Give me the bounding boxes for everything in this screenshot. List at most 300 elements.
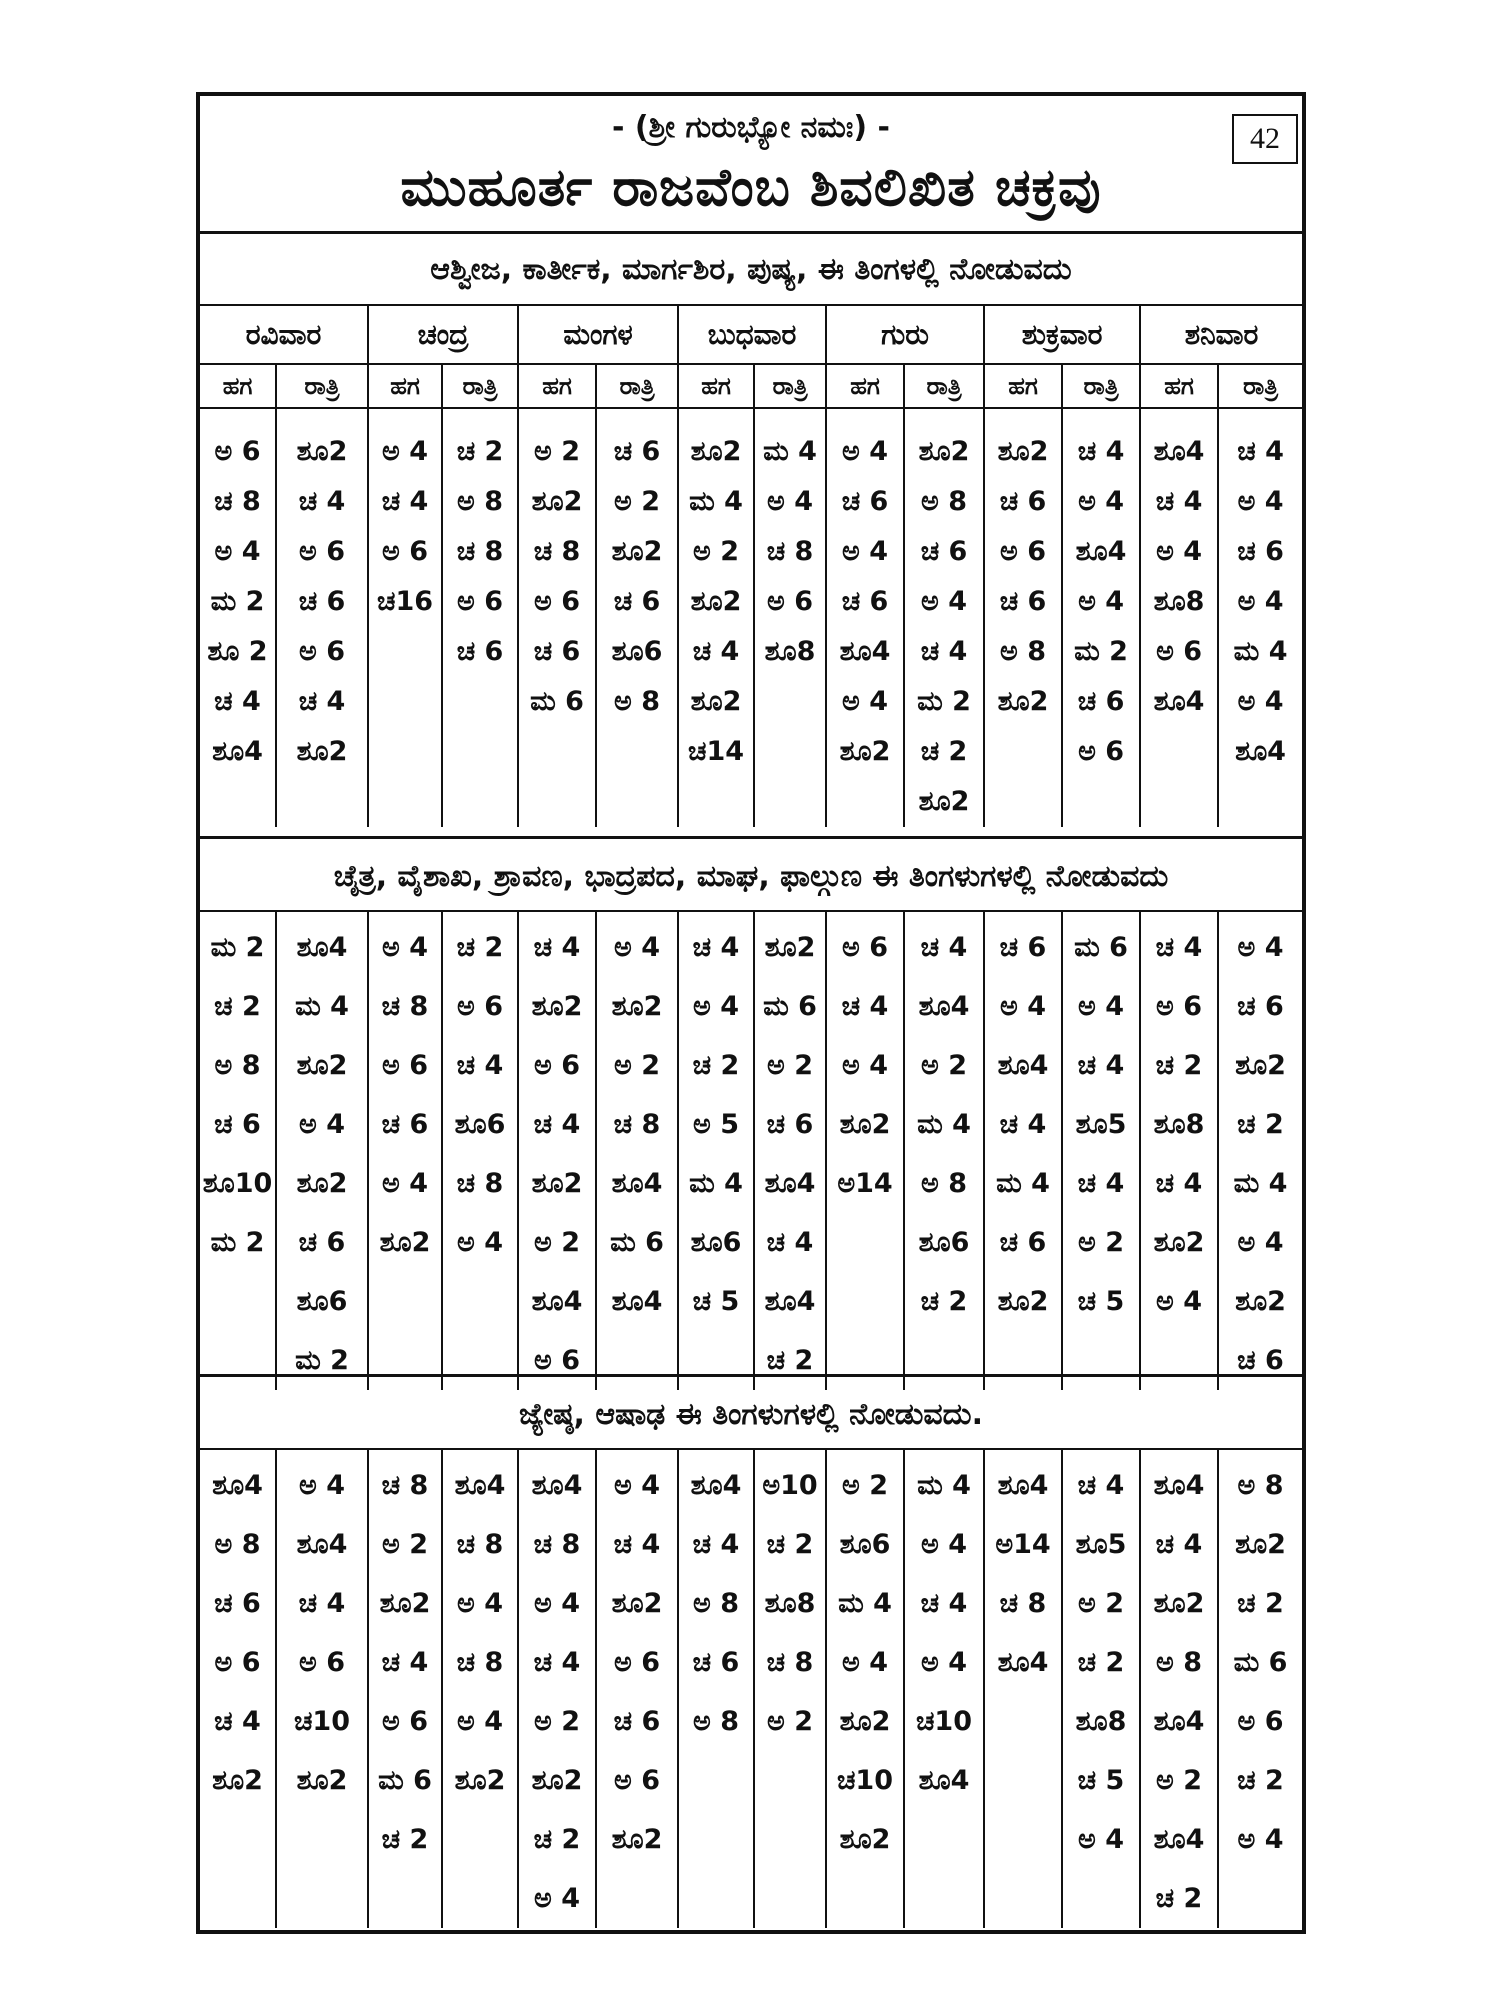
table-cell: ಅ 6 bbox=[382, 536, 428, 567]
table-column bbox=[754, 912, 826, 1390]
table-cell: ಅ 4 bbox=[1237, 1227, 1284, 1258]
table-column bbox=[200, 1450, 276, 1928]
table-column bbox=[678, 912, 754, 1390]
table-cell: ಅ 6 bbox=[534, 586, 581, 617]
table-column bbox=[200, 912, 276, 1390]
table-cell: ಅ 6 bbox=[214, 436, 261, 467]
table-cell: ಶೂ4 bbox=[1153, 686, 1205, 717]
table-cell: ಶೂ2 bbox=[764, 932, 816, 963]
table-cell: ಅ 4 bbox=[1237, 1824, 1284, 1855]
page-header bbox=[200, 96, 1302, 234]
table-cell: ಅ 8 bbox=[614, 686, 661, 717]
section-2 bbox=[200, 836, 1302, 1396]
sub-header: ರಾತ್ರಿ bbox=[1218, 364, 1302, 408]
table-cell: ಅ 6 bbox=[382, 1050, 428, 1081]
section-1-table bbox=[200, 306, 1302, 827]
table-cell: ಚ 8 bbox=[456, 1647, 504, 1678]
table-cell: ಅ 4 bbox=[299, 1109, 345, 1140]
day-header: ಬುಧವಾರ bbox=[678, 306, 826, 364]
table-cell: ಶೂ2 bbox=[997, 1286, 1049, 1317]
table-column bbox=[1062, 408, 1140, 827]
table-cell: ಶೂ4 bbox=[531, 1470, 583, 1501]
table-cell: ಚ 8 bbox=[766, 1647, 814, 1678]
table-column bbox=[984, 408, 1062, 827]
table-cell: ಅ 6 bbox=[1000, 536, 1047, 567]
table-cell: ಚ 4 bbox=[920, 932, 968, 963]
table-column bbox=[904, 408, 984, 827]
table-column bbox=[596, 1450, 678, 1928]
table-cell: ಮ 2 bbox=[210, 932, 265, 963]
table-cell: ಚ 6 bbox=[298, 1227, 346, 1258]
table-cell: ಶೂ4 bbox=[690, 1470, 742, 1501]
table-cell: ಶೂ4 bbox=[997, 1470, 1049, 1501]
table-cell: ಅ 6 bbox=[1237, 1706, 1284, 1737]
sub-header: ರಾತ್ರಿ bbox=[754, 364, 826, 408]
table-cell: ಶೂ6 bbox=[454, 1109, 506, 1140]
table-cell: ಅ 8 bbox=[693, 1706, 739, 1737]
table-cell: ಶೂ2 bbox=[212, 1765, 263, 1796]
table-cell: ಚ 2 bbox=[381, 1824, 429, 1855]
table-cell: ಅ 4 bbox=[767, 486, 814, 517]
sub-header: ಹಗ bbox=[368, 364, 442, 408]
table-cell: ಶೂ4 bbox=[764, 1168, 816, 1199]
table-cell: ಮ 6 bbox=[1074, 932, 1128, 963]
table-cell: ಚ 5 bbox=[692, 1286, 740, 1317]
table-cell: ಅ 4 bbox=[1237, 486, 1284, 517]
table-column bbox=[518, 408, 596, 827]
sub-header: ಹಗ bbox=[984, 364, 1062, 408]
table-cell: ಅ 4 bbox=[457, 1588, 503, 1619]
table-cell: ಅ 4 bbox=[1078, 991, 1124, 1022]
table-cell: ಶೂ2 bbox=[611, 536, 663, 567]
table-column bbox=[442, 1450, 518, 1928]
table-cell: ಅ 4 bbox=[1078, 486, 1125, 517]
table-cell: ಅ 2 bbox=[382, 1529, 428, 1560]
day-header: ಮಂಗಳ bbox=[518, 306, 678, 364]
table-cell: ಚ 4 bbox=[381, 1647, 429, 1678]
table-cell: ಶೂ2 bbox=[531, 486, 583, 517]
table-cell: ಚ 6 bbox=[1237, 1345, 1284, 1376]
table-cell: ಚ 4 bbox=[1237, 436, 1284, 467]
table-cell: ಶೂ4 bbox=[531, 1286, 583, 1317]
table-cell: ಶೂ8 bbox=[1075, 1706, 1127, 1737]
table-cell: ಚ14 bbox=[688, 736, 745, 767]
table-cell: ಶೂ4 bbox=[839, 636, 891, 667]
table-cell: ಅ 2 bbox=[1078, 1227, 1124, 1258]
table-cell: ಚ 4 bbox=[766, 1227, 814, 1258]
table-cell: ಅ 2 bbox=[767, 1706, 813, 1737]
table-cell: ಮ 2 bbox=[295, 1345, 349, 1376]
table-column bbox=[984, 912, 1062, 1390]
table-cell: ಅ 4 bbox=[693, 991, 739, 1022]
table-cell: ಅ 6 bbox=[299, 1647, 345, 1678]
table-cell: ಶೂ6 bbox=[839, 1529, 891, 1560]
table-cell: ಚ 2 bbox=[920, 1286, 968, 1317]
table-cell: ಚ 8 bbox=[456, 1168, 504, 1199]
table-cell: ಚ 8 bbox=[533, 1529, 581, 1560]
table-cell: ಶೂ2 bbox=[296, 1168, 348, 1199]
table-cell: ಚ 4 bbox=[999, 1109, 1047, 1140]
table-cell: ಚ 5 bbox=[1077, 1765, 1125, 1796]
table-cell: ಅ 4 bbox=[534, 1883, 580, 1914]
table-column bbox=[1062, 912, 1140, 1390]
table-cell: ಶೂ4 bbox=[1153, 1824, 1205, 1855]
table-cell: ಅ 8 bbox=[214, 1529, 261, 1560]
table-cell: ಅ 4 bbox=[614, 1470, 660, 1501]
table-column bbox=[1218, 408, 1302, 827]
table-cell: ಶೂ2 bbox=[611, 1588, 663, 1619]
table-cell: ಮ 6 bbox=[763, 991, 817, 1022]
table-cell: ಅ 2 bbox=[534, 1706, 580, 1737]
table-cell: ಚ 6 bbox=[999, 486, 1047, 517]
table-cell: ಚ 6 bbox=[841, 586, 889, 617]
table-cell: ಶೂ4 bbox=[212, 1470, 263, 1501]
table-cell: ಚ 2 bbox=[1237, 1109, 1284, 1140]
table-cell: ಶೂ8 bbox=[1153, 1109, 1205, 1140]
table-cell: ಚ 2 bbox=[456, 932, 504, 963]
table-cell: ಚ 8 bbox=[381, 1470, 429, 1501]
table-cell: ಅ 6 bbox=[457, 586, 504, 617]
table-cell: ಶೂ6 bbox=[611, 636, 663, 667]
table-column bbox=[826, 408, 904, 827]
table-cell: ಶೂ4 bbox=[611, 1168, 663, 1199]
table-cell: ಅ 4 bbox=[1237, 932, 1284, 963]
table-cell: ಮ 2 bbox=[917, 686, 971, 717]
table-cell: ಶೂ6 bbox=[918, 1227, 970, 1258]
table-cell: ಅ 4 bbox=[614, 932, 660, 963]
table-cell: ಮ 4 bbox=[763, 436, 817, 467]
table-cell: ಅ 4 bbox=[842, 1647, 888, 1678]
table-cell: ಅ 4 bbox=[1237, 586, 1284, 617]
table-column bbox=[276, 1450, 368, 1928]
table-cell: ಚ 6 bbox=[999, 1227, 1047, 1258]
table-column bbox=[1140, 1450, 1218, 1928]
table-cell: ಶೂ4 bbox=[764, 1286, 816, 1317]
table-column bbox=[1218, 912, 1302, 1390]
table-cell: ಅ 4 bbox=[534, 1588, 580, 1619]
table-cell: ಚ 8 bbox=[456, 536, 504, 567]
table-cell: ಶೂ4 bbox=[997, 1647, 1049, 1678]
table-cell: ಅ 4 bbox=[214, 536, 261, 567]
table-cell: ಚ 6 bbox=[1077, 686, 1125, 717]
table-cell: ಚ 4 bbox=[381, 486, 429, 517]
table-cell: ಶೂ2 bbox=[296, 1050, 348, 1081]
table-column bbox=[368, 408, 442, 827]
table-cell: ಚ 6 bbox=[298, 586, 346, 617]
table-column bbox=[442, 408, 518, 827]
table-cell: ಚ 4 bbox=[533, 1109, 581, 1140]
table-cell: ಅ 8 bbox=[693, 1588, 739, 1619]
table-cell: ಅ 6 bbox=[842, 932, 888, 963]
table-cell: ಚ 4 bbox=[1155, 932, 1203, 963]
table-cell: ಅ14 bbox=[995, 1529, 1051, 1560]
table-cell: ಅ 2 bbox=[1078, 1588, 1124, 1619]
day-header: ಗುರು bbox=[826, 306, 984, 364]
table-cell: ಅ 2 bbox=[614, 1050, 660, 1081]
day-header: ಚಂದ್ರ bbox=[368, 306, 518, 364]
table-cell: ಅ 6 bbox=[1156, 636, 1203, 667]
page-number: 42 bbox=[1232, 114, 1298, 164]
sub-header: ರಾತ್ರಿ bbox=[1062, 364, 1140, 408]
table-cell: ಚ 4 bbox=[214, 1706, 261, 1737]
table-cell: ಅ 2 bbox=[842, 1470, 888, 1501]
table-cell: ಶೂ2 bbox=[296, 1765, 348, 1796]
table-cell: ಚ 2 bbox=[766, 1345, 814, 1376]
table-cell: ಶೂ4 bbox=[918, 1765, 970, 1796]
table-cell: ಶೂ4 bbox=[1153, 436, 1205, 467]
page-title: ಮುಹೂರ್ತ ರಾಜವೆಂಬ ಶಿವಲಿಖಿತ ಚಕ್ರವು bbox=[400, 158, 1102, 218]
table-column bbox=[754, 1450, 826, 1928]
table-column bbox=[276, 408, 368, 827]
table-cell: ಅ 4 bbox=[921, 1529, 967, 1560]
day-header: ರವಿವಾರ bbox=[200, 306, 368, 364]
sub-header: ರಾತ್ರಿ bbox=[276, 364, 368, 408]
table-cell: ಶೂ4 bbox=[1153, 1470, 1205, 1501]
table-cell: ಶೂ2 bbox=[690, 686, 742, 717]
table-cell: ಚ 4 bbox=[298, 1588, 346, 1619]
table-cell: ಅ 8 bbox=[921, 486, 968, 517]
table-cell: ಮ 6 bbox=[610, 1227, 664, 1258]
table-cell: ಅ 6 bbox=[534, 1050, 580, 1081]
table-cell: ಅ 2 bbox=[693, 536, 740, 567]
table-column bbox=[518, 1450, 596, 1928]
table-cell: ಚ 6 bbox=[214, 1588, 261, 1619]
table-cell: ಶೂ10 bbox=[202, 1168, 273, 1199]
table-cell: ಶೂ4 bbox=[212, 736, 263, 767]
table-cell: ಮ 4 bbox=[917, 1470, 971, 1501]
table-cell: ಅ 4 bbox=[382, 1168, 428, 1199]
table-cell: ಅ 2 bbox=[534, 1227, 580, 1258]
table-cell: ಮ 2 bbox=[210, 1227, 265, 1258]
table-cell: ಅ 6 bbox=[382, 1706, 428, 1737]
table-cell: ಚ 5 bbox=[1077, 1286, 1125, 1317]
table-cell: ಶೂ2 bbox=[1153, 1227, 1205, 1258]
table-cell: ಅ 2 bbox=[767, 1050, 813, 1081]
table-cell: ಚ 6 bbox=[613, 586, 661, 617]
table-cell: ಅ 4 bbox=[299, 1470, 345, 1501]
table-column bbox=[904, 912, 984, 1390]
table-cell: ಶೂ2 bbox=[379, 1588, 431, 1619]
page-frame bbox=[196, 92, 1306, 1934]
table-column bbox=[596, 912, 678, 1390]
table-cell: ಚ 4 bbox=[692, 1529, 740, 1560]
table-cell: ಚ 6 bbox=[841, 486, 889, 517]
table-cell: ಶೂ5 bbox=[1075, 1529, 1127, 1560]
table-cell: ಚ 6 bbox=[214, 1109, 261, 1140]
table-cell: ಚ 4 bbox=[1155, 1168, 1203, 1199]
sub-header: ರಾತ್ರಿ bbox=[596, 364, 678, 408]
table-cell: ಅ 4 bbox=[1156, 536, 1203, 567]
table-cell: ಶೂ2 bbox=[296, 736, 348, 767]
table-cell: ಅ 6 bbox=[299, 636, 345, 667]
section-1 bbox=[200, 234, 1302, 834]
table-cell: ಶೂ4 bbox=[918, 991, 970, 1022]
sub-header: ರಾತ್ರಿ bbox=[442, 364, 518, 408]
table-cell: ಚ 4 bbox=[456, 1050, 504, 1081]
table-cell: ಚ 4 bbox=[1155, 1529, 1203, 1560]
section-1-title: ಆಶ್ವೀಜ, ಕಾರ್ತೀಕ, ಮಾರ್ಗಶಿರ, ಪುಷ್ಯ, ಈ ತಿಂಗಳಲ್ಲಿ ನೋಡುವದು bbox=[200, 234, 1302, 306]
table-cell: ಅ 8 bbox=[921, 1168, 967, 1199]
table-cell: ಚ10 bbox=[915, 1706, 972, 1737]
table-cell: ಅ 8 bbox=[214, 1050, 261, 1081]
table-cell: ಅ 6 bbox=[614, 1647, 660, 1678]
table-cell: ಅ 6 bbox=[214, 1647, 261, 1678]
table-cell: ಮ 4 bbox=[689, 486, 743, 517]
table-cell: ಚ 2 bbox=[533, 1824, 581, 1855]
table-cell: ಚ 6 bbox=[381, 1109, 429, 1140]
table-cell: ಚ 6 bbox=[613, 1706, 661, 1737]
table-cell: ಶೂ2 bbox=[1235, 1286, 1286, 1317]
table-cell: ಅ 8 bbox=[457, 486, 504, 517]
table-cell: ಅ10 bbox=[762, 1470, 818, 1501]
sub-header: ಹಗ bbox=[200, 364, 276, 408]
table-cell: ಅ14 bbox=[837, 1168, 893, 1199]
table-cell: ಅ 8 bbox=[1156, 1647, 1202, 1678]
table-cell: ಚ 4 bbox=[613, 1529, 661, 1560]
table-cell: ಚ 4 bbox=[920, 1588, 968, 1619]
table-cell: ಅ 5 bbox=[693, 1109, 739, 1140]
table-cell: ಶೂ2 bbox=[379, 1227, 431, 1258]
table-cell: ಚ 6 bbox=[920, 536, 968, 567]
table-cell: ಶೂ2 bbox=[918, 436, 970, 467]
table-cell: ಶೂ4 bbox=[296, 1529, 348, 1560]
section-2-table bbox=[200, 912, 1302, 1390]
table-cell: ಚ 2 bbox=[1237, 1588, 1284, 1619]
table-cell: ಶೂ2 bbox=[839, 1824, 891, 1855]
table-cell: ಚ 6 bbox=[1237, 991, 1284, 1022]
table-cell: ಅ 4 bbox=[382, 932, 428, 963]
table-cell: ಮ 4 bbox=[1233, 636, 1288, 667]
table-cell: ಶೂ4 bbox=[1153, 1706, 1205, 1737]
table-cell: ಚ 4 bbox=[1077, 436, 1125, 467]
table-cell: ಚ 4 bbox=[1077, 1168, 1125, 1199]
table-cell: ಚ 8 bbox=[766, 536, 814, 567]
section-3-table bbox=[200, 1450, 1302, 1928]
table-cell: ಅ 6 bbox=[299, 536, 345, 567]
table-cell: ಶೂ2 bbox=[918, 786, 970, 817]
table-cell: ಶೂ4 bbox=[296, 932, 348, 963]
table-cell: ಚ 6 bbox=[1237, 536, 1284, 567]
table-cell: ಚ 4 bbox=[298, 686, 346, 717]
table-cell: ಚ 4 bbox=[841, 991, 889, 1022]
table-cell: ಚ 8 bbox=[613, 1109, 661, 1140]
table-cell: ಚ 4 bbox=[920, 636, 968, 667]
table-cell: ಅ 6 bbox=[767, 586, 814, 617]
table-cell: ಶೂ2 bbox=[690, 436, 742, 467]
table-column bbox=[1218, 1450, 1302, 1928]
table-cell: ಅ 2 bbox=[534, 436, 581, 467]
sub-header: ಹಗ bbox=[1140, 364, 1218, 408]
table-cell: ಶೂ2 bbox=[296, 436, 348, 467]
table-cell: ಅ 4 bbox=[457, 1227, 503, 1258]
table-cell: ಶೂ2 bbox=[997, 686, 1049, 717]
table-cell: ಶೂ6 bbox=[690, 1227, 742, 1258]
table-cell: ಶೂ8 bbox=[764, 1588, 816, 1619]
day-header: ಶುಕ್ರವಾರ bbox=[984, 306, 1140, 364]
table-cell: ಚ 8 bbox=[381, 991, 429, 1022]
table-cell: ಅ 2 bbox=[1156, 1765, 1202, 1796]
table-cell: ಮ 4 bbox=[996, 1168, 1050, 1199]
table-cell: ಶೂ8 bbox=[764, 636, 816, 667]
table-cell: ಶೂ2 bbox=[611, 1824, 663, 1855]
table-cell: ಶೂ6 bbox=[296, 1286, 348, 1317]
table-cell: ಚ 2 bbox=[766, 1529, 814, 1560]
invocation-line: - (ಶ್ರೀ ಗುರುಭ್ಯೋ ನಮಃ) - bbox=[612, 110, 890, 145]
table-column bbox=[826, 912, 904, 1390]
table-cell: ಅ 4 bbox=[1237, 686, 1284, 717]
table-cell: ಶೂ2 bbox=[531, 991, 583, 1022]
table-cell: ಚ 4 bbox=[214, 686, 261, 717]
table-cell: ಅ 4 bbox=[1000, 991, 1046, 1022]
table-cell: ಅ 4 bbox=[921, 1647, 967, 1678]
table-cell: ಶೂ2 bbox=[454, 1765, 506, 1796]
table-cell: ಶೂ2 bbox=[1235, 1050, 1286, 1081]
section-3 bbox=[200, 1374, 1302, 1934]
table-cell: ಶೂ 2 bbox=[207, 636, 268, 667]
table-cell: ಶೂ4 bbox=[1235, 736, 1286, 767]
table-cell: ಶೂ2 bbox=[839, 736, 891, 767]
table-cell: ಶೂ5 bbox=[1075, 1109, 1127, 1140]
table-cell: ಚ 6 bbox=[999, 586, 1047, 617]
table-cell: ಚ 2 bbox=[1155, 1050, 1203, 1081]
table-cell: ಮ 2 bbox=[210, 586, 265, 617]
table-cell: ಚ 8 bbox=[214, 486, 261, 517]
table-column bbox=[678, 1450, 754, 1928]
table-column bbox=[1140, 408, 1218, 827]
table-cell: ಚ 2 bbox=[920, 736, 968, 767]
table-cell: ಅ 4 bbox=[1078, 1824, 1124, 1855]
table-column bbox=[984, 1450, 1062, 1928]
table-cell: ಮ 4 bbox=[689, 1168, 743, 1199]
table-column bbox=[754, 408, 826, 827]
table-cell: ಚ 2 bbox=[692, 1050, 740, 1081]
table-cell: ಶೂ4 bbox=[611, 1286, 663, 1317]
table-cell: ಅ 4 bbox=[382, 436, 428, 467]
table-cell: ಚ 4 bbox=[533, 932, 581, 963]
table-column bbox=[1062, 1450, 1140, 1928]
table-cell: ಚ 4 bbox=[298, 486, 346, 517]
table-cell: ಚ 6 bbox=[999, 932, 1047, 963]
table-cell: ಅ 6 bbox=[457, 991, 503, 1022]
table-cell: ಶೂ2 bbox=[997, 436, 1049, 467]
table-cell: ಶೂ2 bbox=[531, 1168, 583, 1199]
day-header: ಶನಿವಾರ bbox=[1140, 306, 1302, 364]
table-cell: ಶೂ4 bbox=[997, 1050, 1049, 1081]
table-column bbox=[276, 912, 368, 1390]
table-cell: ಚ 2 bbox=[1077, 1647, 1125, 1678]
table-column bbox=[518, 912, 596, 1390]
table-cell: ಚ 8 bbox=[999, 1588, 1047, 1619]
table-cell: ಅ 6 bbox=[1156, 991, 1202, 1022]
table-cell: ಚ 6 bbox=[613, 436, 661, 467]
table-cell: ಚ 4 bbox=[533, 1647, 581, 1678]
table-cell: ಶೂ2 bbox=[1153, 1588, 1205, 1619]
table-cell: ಮ 6 bbox=[530, 686, 584, 717]
table-column bbox=[1140, 912, 1218, 1390]
table-cell: ಚ 4 bbox=[692, 636, 740, 667]
table-cell: ಶೂ4 bbox=[454, 1470, 506, 1501]
table-cell: ಅ 6 bbox=[614, 1765, 660, 1796]
table-cell: ಮ 2 bbox=[1074, 636, 1128, 667]
table-cell: ಚ 6 bbox=[766, 1109, 814, 1140]
table-cell: ಅ 4 bbox=[842, 436, 889, 467]
table-cell: ಚ 2 bbox=[1155, 1883, 1203, 1914]
table-column bbox=[678, 408, 754, 827]
table-cell: ಅ 4 bbox=[842, 1050, 888, 1081]
table-cell: ಶೂ4 bbox=[1075, 536, 1127, 567]
table-cell: ಶೂ2 bbox=[839, 1109, 891, 1140]
table-cell: ಚ 4 bbox=[692, 932, 740, 963]
